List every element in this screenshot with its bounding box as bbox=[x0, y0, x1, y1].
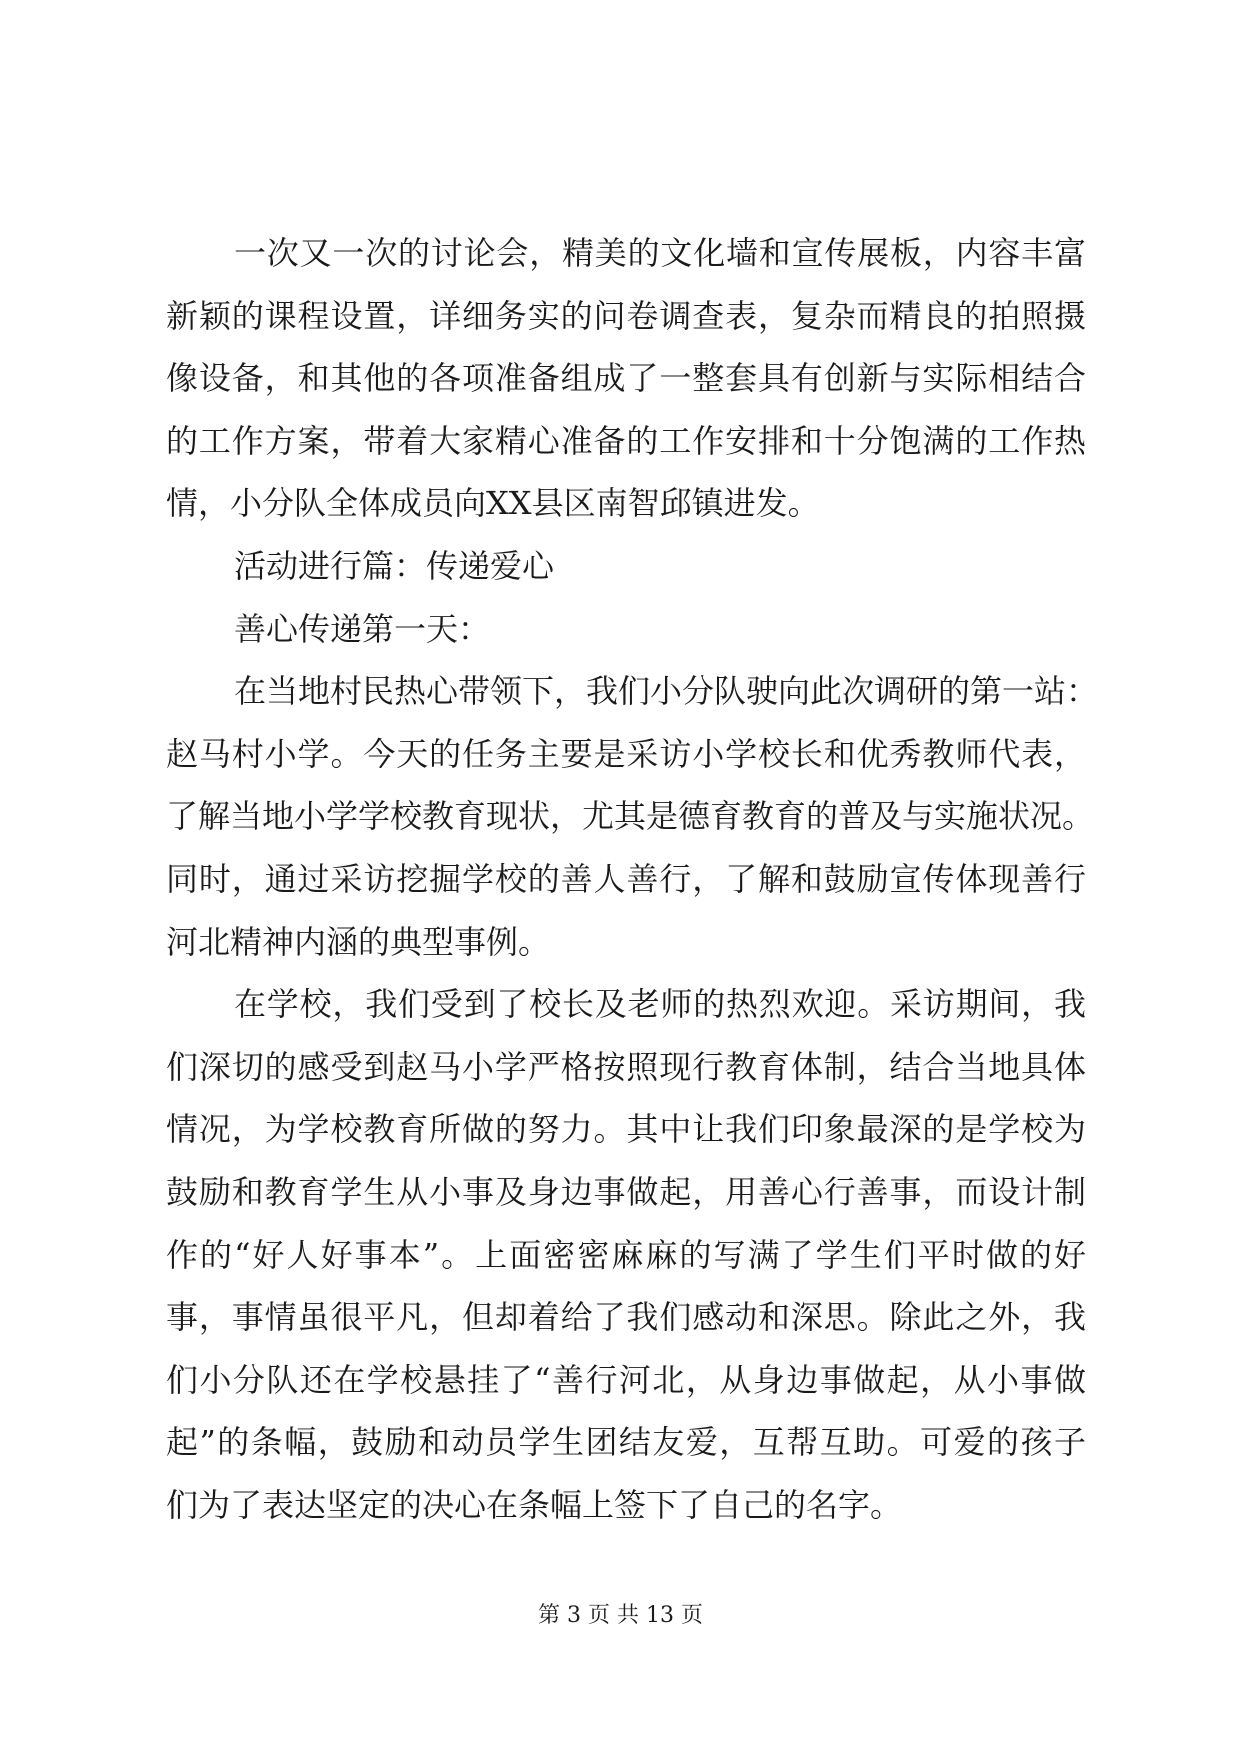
paragraph bbox=[166, 222, 1086, 535]
text-line: 情况，为学校教育所做的努力。其中让我们印象最深的是学校为 bbox=[166, 1110, 1086, 1149]
text-line: 善心传递第一天： bbox=[234, 609, 491, 648]
text-line: 河北精神内涵的典型事例。 bbox=[166, 922, 551, 961]
text-line: 们为了表达坚定的决心在条幅上签下了自己的名字。 bbox=[166, 1485, 903, 1524]
text-line: 了解当地小学学校教育现状，尤其是德育教育的普及与实施状况。 bbox=[166, 797, 1095, 836]
page-number-footer: 第 3 页 共 13 页 bbox=[538, 1603, 703, 1628]
text-line: 们深切的感受到赵马小学严格按照现行教育体制，结合当地具体 bbox=[166, 1047, 1086, 1086]
text-line: 作的“好人好事本”。上面密密麻麻的写满了学生们平时做的好 bbox=[166, 1235, 1086, 1274]
text-line: 像设备，和其他的各项准备组成了一整套具有创新与实际相结合 bbox=[166, 359, 1086, 398]
text-line: 起”的条幅，鼓励和动员学生团结友爱，互帮互助。可爱的孩子 bbox=[166, 1423, 1086, 1462]
paragraph bbox=[166, 660, 1099, 973]
text-line: 赵马村小学。今天的任务主要是采访小学校长和优秀教师代表， bbox=[166, 734, 1086, 773]
section-heading bbox=[166, 535, 1086, 598]
text-line: 在学校，我们受到了校长及老师的热烈欢迎。采访期间，我 bbox=[234, 985, 1086, 1024]
text-line: 在当地村民热心带领下，我们小分队驶向此次调研的第一站： bbox=[234, 672, 1099, 711]
text-line: 新颖的课程设置，详细务实的问卷调查表，复杂而精良的拍照摄 bbox=[166, 296, 1086, 335]
text-line: 一次又一次的讨论会，精美的文化墙和宣传展板，内容丰富 bbox=[234, 234, 1086, 272]
day-heading bbox=[166, 598, 1086, 661]
document-body bbox=[166, 222, 1099, 1536]
text-line: 们小分队还在学校悬挂了“善行河北，从身边事做起，从小事做 bbox=[166, 1360, 1086, 1399]
text-line: 事，事情虽很平凡，但却着给了我们感动和深思。除此之外，我 bbox=[166, 1298, 1086, 1337]
text-line: 鼓励和教育学生从小事及身边事做起，用善心行善事，而设计制 bbox=[166, 1172, 1086, 1211]
text-line: 的工作方案，带着大家精心准备的工作安排和十分饱满的工作热 bbox=[166, 421, 1086, 460]
text-line: 同时，通过采访挖掘学校的善人善行，了解和鼓励宣传体现善行 bbox=[166, 859, 1086, 898]
text-line: 活动进行篇：传递爱心 bbox=[234, 546, 555, 585]
text-line: 情，小分队全体成员向XX县区南智邱镇进发。 bbox=[166, 484, 820, 523]
paragraph bbox=[166, 973, 1086, 1536]
